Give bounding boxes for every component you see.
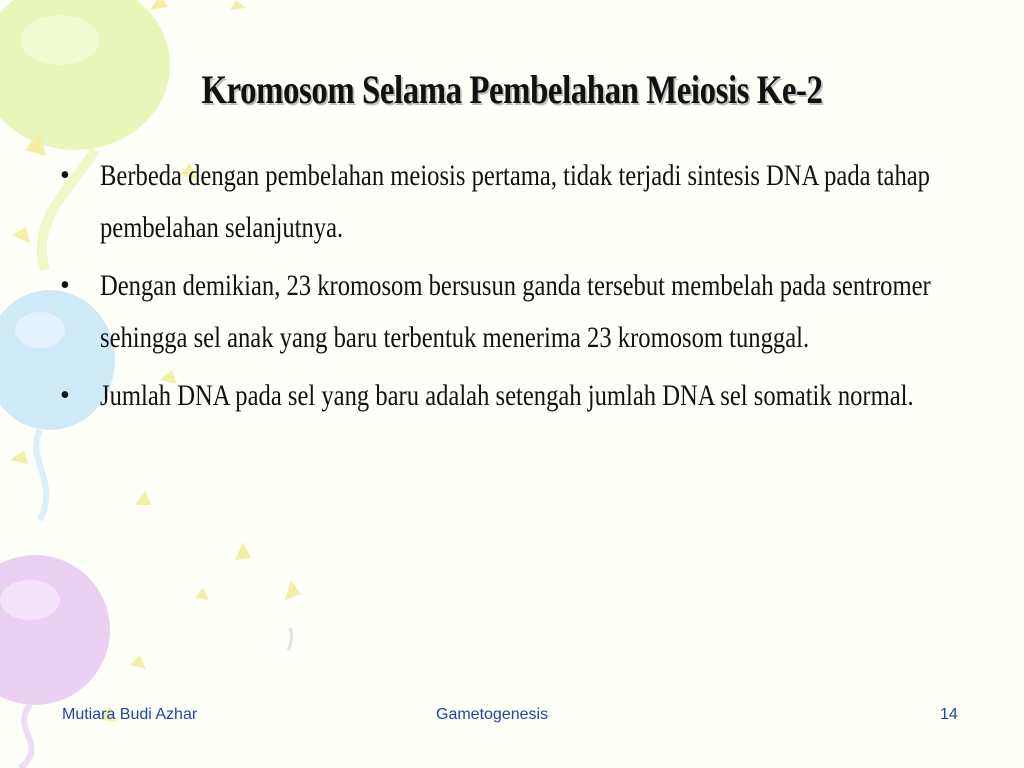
bullet-item bbox=[60, 150, 960, 254]
bullet-item bbox=[60, 260, 960, 364]
bullet-text: Berbeda dengan pembelahan meiosis pertama, tidak terjadi sintesis DNA pada tahap pembelahan selanjutnya. bbox=[100, 159, 930, 244]
purple-balloon bbox=[0, 555, 110, 705]
slide-body bbox=[60, 150, 960, 428]
bullet-text: Jumlah DNA pada sel yang baru adalah setengah jumlah DNA sel somatik normal. bbox=[100, 379, 914, 412]
footer-author: Mutiara Budi Azhar bbox=[62, 706, 198, 723]
bullet-item bbox=[60, 370, 960, 422]
slide-title: Kromosom Selama Pembelahan Meiosis Ke-2 bbox=[201, 67, 823, 112]
bullet-dot-icon: • bbox=[60, 160, 70, 191]
bullet-list bbox=[60, 150, 960, 422]
bullet-text: Dengan demikian, 23 kromosom bersusun ganda tersebut membelah pada sentromer sehingga sel anak yang baru terbentuk menerima 23 kromosom tunggal. bbox=[100, 269, 931, 354]
footer-page-number: 14 bbox=[940, 706, 958, 723]
bullet-dot-icon: • bbox=[60, 380, 70, 411]
footer-topic: Gametogenesis bbox=[436, 706, 549, 723]
bullet-dot-icon: • bbox=[60, 270, 70, 301]
